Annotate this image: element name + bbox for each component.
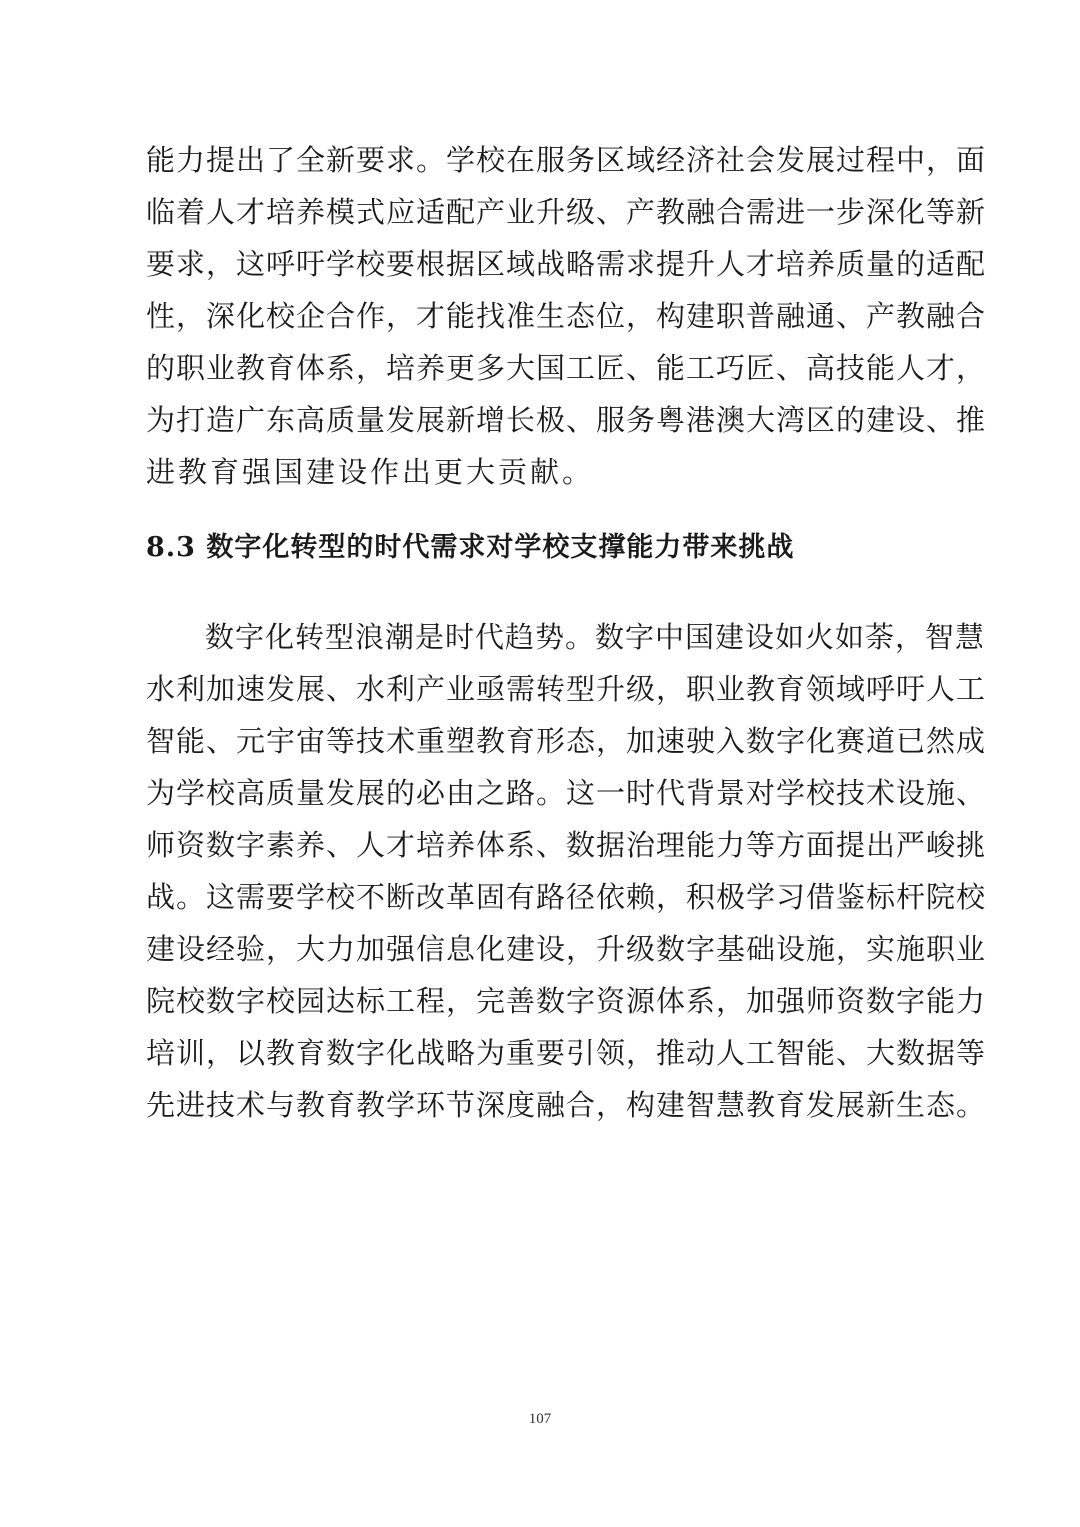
paragraph-line: 为打造广东高质量发展新增长极、服务粤港澳大湾区的建设、推 [146,403,987,437]
paragraph-line: 为学校高质量发展的必由之路。这一时代背景对学校技术设施、 [146,776,987,810]
paragraph-line: 建设经验，大力加强信息化建设，升级数字基础设施，实施职业 [146,932,987,966]
paragraph-line: 进教育强国建设作出更大贡献。 [146,455,595,489]
paragraph-first-line: 数字化转型浪潮是时代趋势。数字中国建设如火如荼，智慧 [205,620,986,654]
paragraph-line: 智能、元宇宙等技术重塑教育形态，加速驶入数字化赛道已然成 [146,724,987,758]
page-number: 107 [528,1411,552,1427]
paragraph-line: 培训，以教育数字化战略为重要引领，推动人工智能、大数据等 [146,1036,987,1070]
paragraph-line: 要求，这呼吁学校要根据区域战略需求提升人才培养质量的适配 [146,247,987,281]
paragraph-line: 院校数字校园达标工程，完善数字资源体系，加强师资数字能力 [146,984,987,1018]
paragraph-line: 的职业教育体系，培养更多大国工匠、能工巧匠、高技能人才， [146,351,987,385]
paragraph-line: 先进技术与教育教学环节深度融合，构建智慧教育发展新生态。 [146,1088,987,1122]
paragraph-line: 性，深化校企合作，才能找准生态位，构建职普融通、产教融合 [146,299,987,333]
paragraph-line: 临着人才培养模式应适配产业升级、产教融合需进一步深化等新 [146,195,987,229]
paragraph-line: 水利加速发展、水利产业亟需转型升级，职业教育领域呼吁人工 [146,672,987,706]
paragraph-line: 师资数字素养、人才培养体系、数据治理能力等方面提出严峻挑 [146,828,987,862]
paragraph-line: 能力提出了全新要求。学校在服务区域经济社会发展过程中，面 [146,143,987,177]
section-heading: 8.3 数字化转型的时代需求对学校支撑能力带来挑战 [146,532,795,563]
paragraph-line: 战。这需要学校不断改革固有路径依赖，积极学习借鉴标杆院校 [146,880,987,914]
